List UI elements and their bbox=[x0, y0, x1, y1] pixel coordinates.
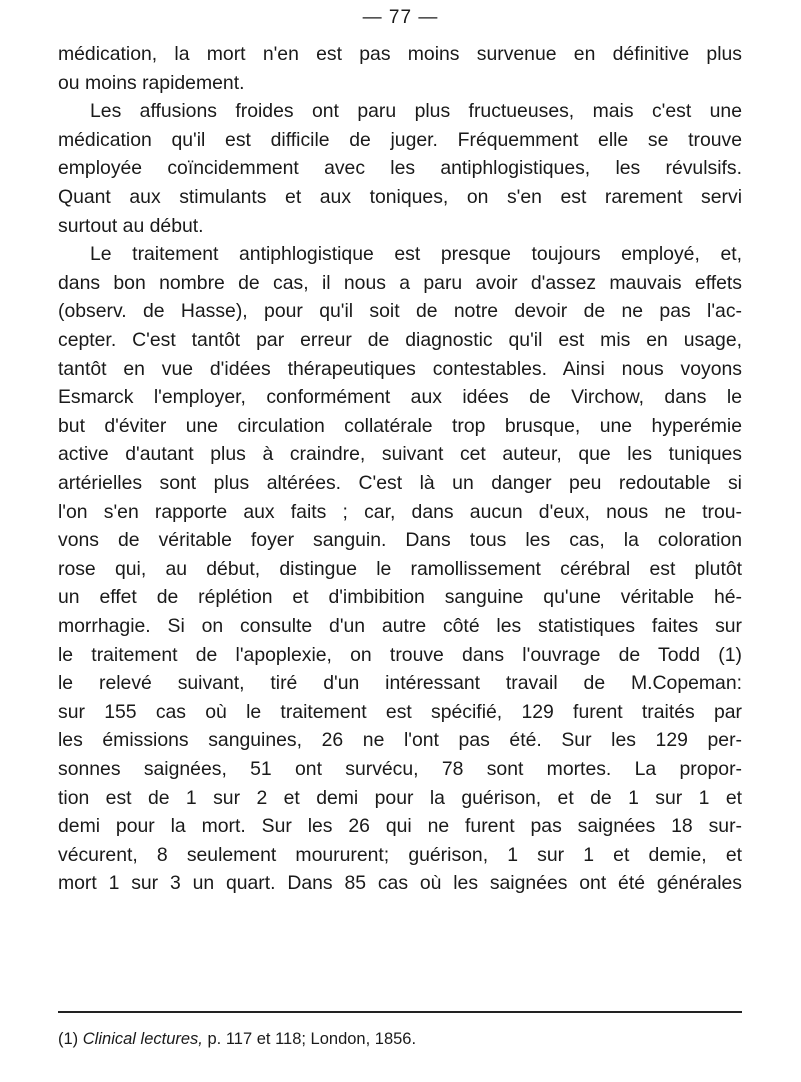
text-line: un effet de réplétion et d'imbibition sanguine qu'une véritable hé- bbox=[58, 586, 742, 609]
text-line: tion est de 1 sur 2 et demi pour la guérison, et de 1 sur 1 et bbox=[58, 786, 742, 809]
text-line: le relevé suivant, tiré d'un intéressant travail de M.Copeman: bbox=[58, 672, 742, 695]
text-line: le traitement de l'apoplexie, on trouve dans l'ouvrage de Todd (1) bbox=[58, 643, 742, 666]
text-line: médication, la mort n'en est pas moins survenue en définitive plus bbox=[58, 43, 742, 65]
text-line: tantôt en vue d'idées thérapeutiques contestables. Ainsi nous voyons bbox=[58, 357, 742, 380]
text-line: les émissions sanguines, 26 ne l'ont pas été. Sur les 129 per- bbox=[58, 729, 742, 752]
text-line: artérielles sont plus altérées. C'est là un danger peu redoutable si bbox=[58, 472, 742, 494]
text-line: Esmarck l'employer, conformément aux idées de Virchow, dans le bbox=[58, 386, 742, 409]
footnote-title: Clinical lectures, bbox=[82, 1030, 203, 1048]
text-line: l'on s'en rapporte aux faits ; car, dans aucun d'eux, nous ne trou- bbox=[58, 500, 742, 523]
text-line: sur 155 cas où le traitement est spécifié, 129 furent traités par bbox=[58, 700, 742, 723]
text-line: (observ. de Hasse), pour qu'il soit de notre devoir de ne pas l'ac- bbox=[58, 300, 742, 323]
text-line: active d'autant plus à craindre, suivant cet auteur, que les tuniques bbox=[58, 443, 742, 466]
text-line: employée coïncidemment avec les antiphlogistiques, les révulsifs. bbox=[58, 157, 742, 180]
page-number: — 77 — bbox=[362, 7, 439, 28]
text-line: rose qui, au début, distingue le ramollissement cérébral est plutôt bbox=[58, 557, 742, 580]
text-line: mort 1 sur 3 un quart. Dans 85 cas où les saignées ont été générales bbox=[58, 872, 742, 895]
footnote-details: p. 117 et 118; London, 1856. bbox=[207, 1030, 417, 1048]
footnote-rule bbox=[58, 1011, 742, 1013]
text-line: dans bon nombre de cas, il nous a paru avoir d'assez mauvais effets bbox=[58, 271, 742, 294]
text-line: ou moins rapidement. bbox=[58, 71, 245, 94]
text-line: vécurent, 8 seulement moururent; guérison, 1 sur 1 et demie, et bbox=[58, 843, 742, 866]
text-line: Les affusions froides ont paru plus fructueuses, mais c'est une bbox=[90, 100, 742, 123]
text-line: morrhagie. Si on consulte d'un autre côté les statistiques faites sur bbox=[58, 615, 742, 637]
text-line: demi pour la mort. Sur les 26 qui ne furent pas saignées 18 sur- bbox=[58, 815, 742, 838]
footnote-marker: (1) bbox=[58, 1030, 79, 1048]
text-line: sonnes saignées, 51 ont survécu, 78 sont mortes. La propor- bbox=[58, 758, 742, 780]
text-line: cepter. C'est tantôt par erreur de diagnostic qu'il est mis en usage, bbox=[58, 329, 742, 351]
text-line: surtout au début. bbox=[58, 214, 204, 237]
footnote bbox=[58, 1028, 416, 1050]
text-line: vons de véritable foyer sanguin. Dans tous les cas, la coloration bbox=[58, 529, 742, 552]
text-line: Quant aux stimulants et aux toniques, on s'en est rarement servi bbox=[58, 186, 742, 208]
text-line: Le traitement antiphlogistique est presque toujours employé, et, bbox=[90, 243, 742, 266]
text-line: but d'éviter une circulation collatérale trop brusque, une hyperémie bbox=[58, 414, 742, 437]
text-line: médication qu'il est difficile de juger. Fréquemment elle se trouve bbox=[58, 128, 742, 151]
